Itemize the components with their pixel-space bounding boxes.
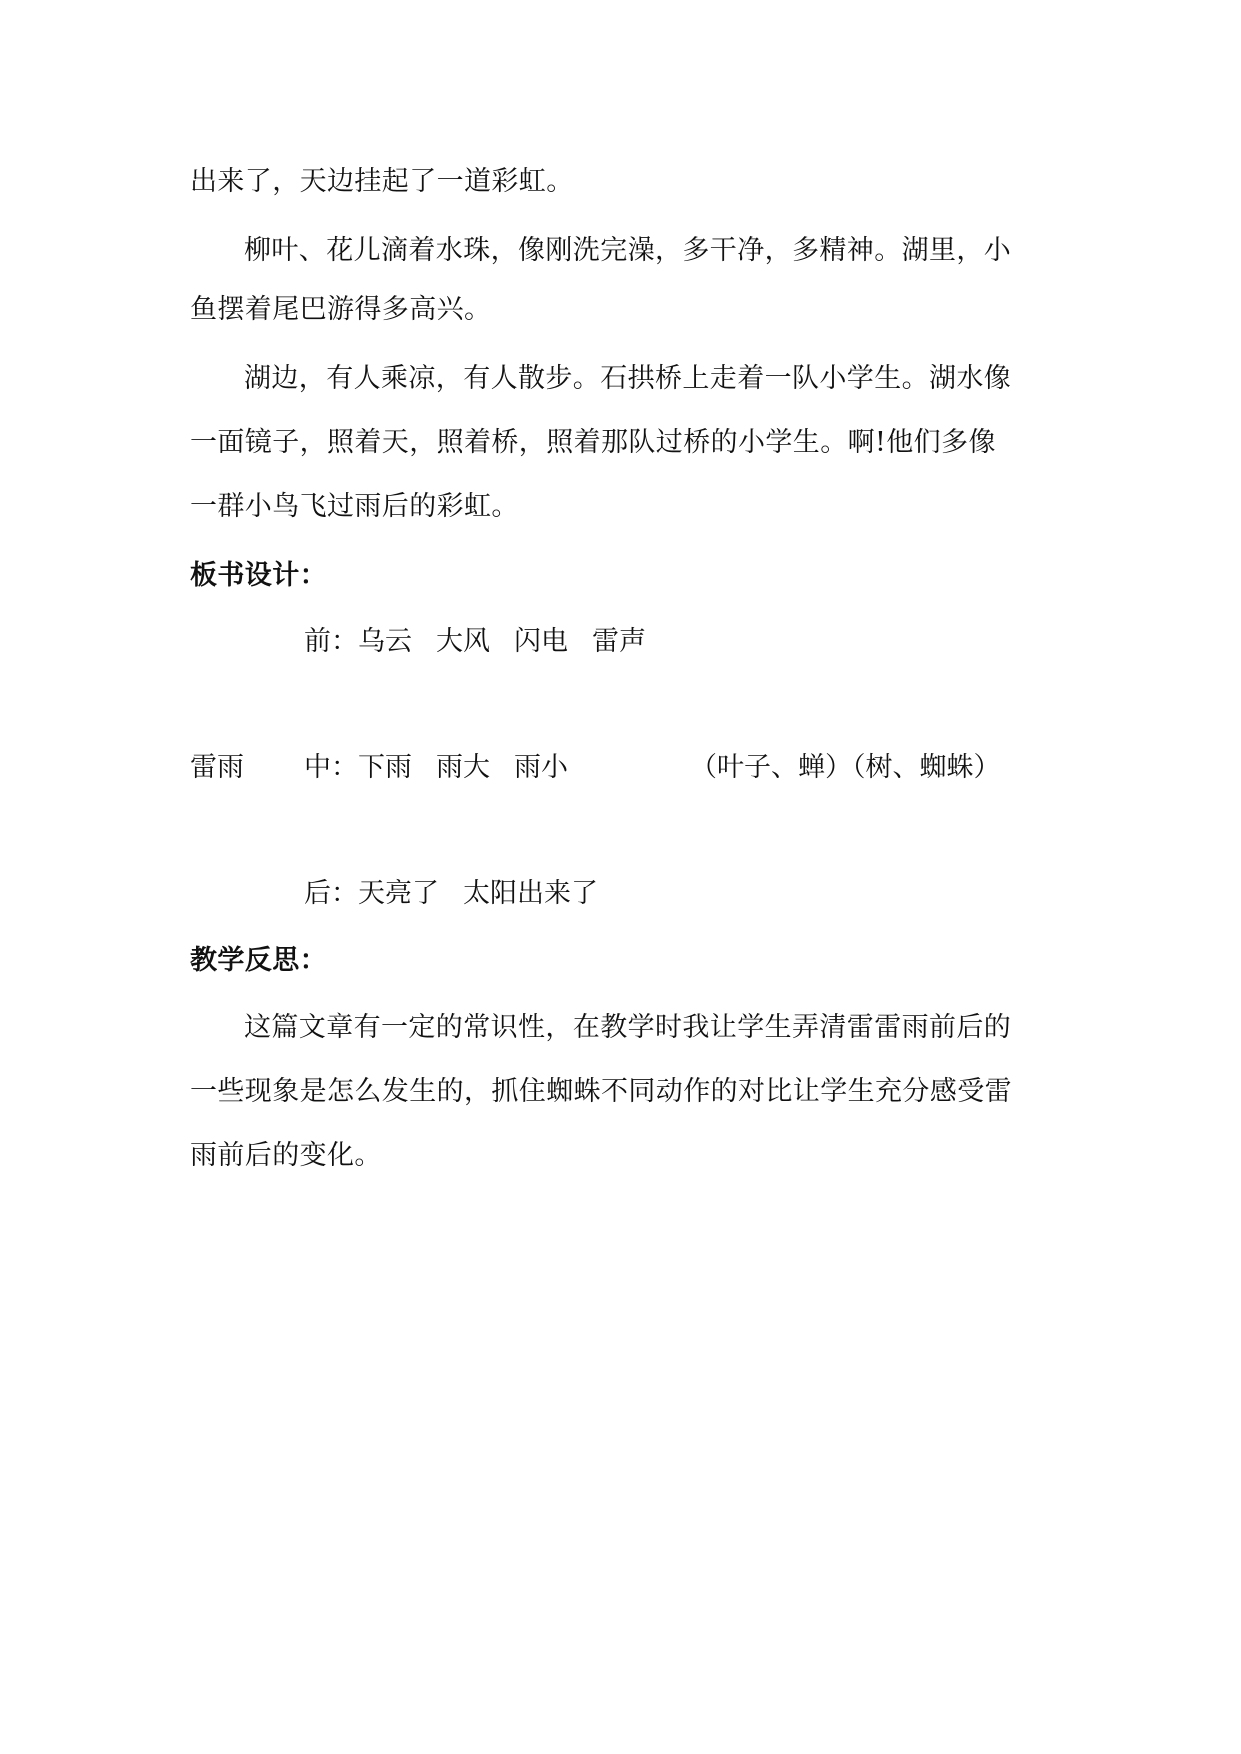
passage-line: 柳叶、花儿滴着水珠，像刚洗完澡，多干净，多精神。湖里，小 (244, 235, 1012, 266)
board-topic: 雷雨 (190, 752, 244, 783)
board-item: 闪电 (514, 626, 568, 657)
passage-line: 一面镜子，照着天，照着桥，照着那队过桥的小学生。啊!他们多像 (190, 427, 996, 458)
passage-line: 出来了，天边挂起了一道彩虹。 (190, 166, 574, 197)
board-during-extra: （叶子、蝉）（树、蜘蛛） (690, 752, 1001, 783)
board-label-after: 后： (304, 878, 358, 909)
board-item: 下雨 (358, 752, 412, 783)
board-item: 雨大 (436, 752, 490, 783)
board-item: 雨小 (514, 752, 568, 783)
board-item: 雷声 (592, 626, 646, 657)
passage-line: 一群小鸟飞过雨后的彩虹。 (190, 491, 519, 522)
reflection-line: 这篇文章有一定的常识性，在教学时我让学生弄清雷雷雨前后的 (244, 1012, 1012, 1043)
board-item: 大风 (436, 626, 490, 657)
passage-line: 湖边，有人乘凉，有人散步。石拱桥上走着一队小学生。湖水像 (244, 363, 1012, 394)
board-item: 天亮了 (358, 878, 439, 909)
board-row-before (304, 624, 670, 660)
reflection-heading: 教学反思： (190, 945, 327, 976)
reflection-line: 雨前后的变化。 (190, 1140, 382, 1171)
board-label-during: 中： (304, 752, 358, 783)
board-item: 乌云 (358, 626, 412, 657)
board-design-heading: 板书设计： (190, 560, 327, 591)
board-row-after (304, 876, 622, 912)
board-item: 太阳出来了 (463, 878, 598, 909)
reflection-line: 一些现象是怎么发生的，抓住蜘蛛不同动作的对比让学生充分感受雷 (190, 1076, 1012, 1107)
board-label-before: 前： (304, 626, 358, 657)
board-row-during (304, 750, 592, 786)
passage-line: 鱼摆着尾巴游得多高兴。 (190, 294, 492, 325)
